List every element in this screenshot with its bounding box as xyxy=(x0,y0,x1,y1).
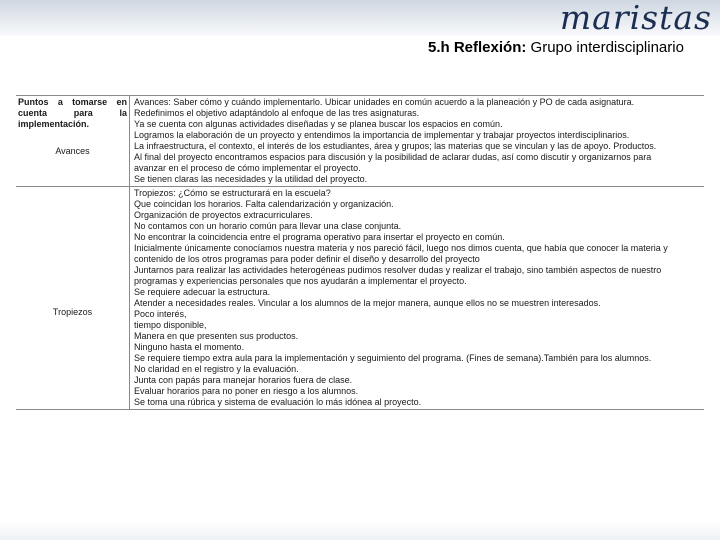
reflection-table xyxy=(16,95,704,410)
text-line: Ya se cuenta con algunas actividades diseñadas y se planea buscar los espacios en común. xyxy=(134,119,503,129)
maristas-logo: maristas xyxy=(559,0,712,37)
text-line: tiempo disponible, xyxy=(134,320,207,330)
slide-title-bold: 5.h Reflexión: xyxy=(428,39,527,56)
row-label-cell xyxy=(16,96,130,186)
text-line: Se tienen claras las necesidades y la utilidad del proyecto. xyxy=(134,174,368,184)
text-line: Logramos la elaboración de un proyecto y entendimos la importancia de implementar y trabajar proyectos interdisciplinarios. xyxy=(134,130,630,140)
text-line: Que coincidan los horarios. Falta calendarización y organización. xyxy=(134,199,394,209)
text-line: programas y experiencias personales que nos ayudarán a implementar el proyecto. xyxy=(134,276,467,286)
text-line: Avances: Saber cómo y cuándo implementarlo. Ubicar unidades en común acuerdo a la planeación y PO de cada asignatura. xyxy=(134,97,635,107)
text-line: avanzar en el proceso de cómo implementar el proyecto. xyxy=(134,163,361,173)
text-line: contenido de los otros programas para poder definir el diseño y desarrollo del proyecto xyxy=(134,254,480,264)
text-line: Organización de proyectos extracurriculares. xyxy=(134,210,313,220)
text-line: Se toma una rúbrica y sistema de evaluación lo más idónea al proyecto. xyxy=(134,397,422,407)
footer-strip xyxy=(0,522,720,540)
row-label-cell xyxy=(16,187,130,409)
text-line: Al final del proyecto encontramos espacios para discusión y la posibilidad de aclarar dudas, así como discutir y organizarnos para xyxy=(134,152,652,162)
row-content-tropiezos xyxy=(130,187,704,409)
row-label-avances: Avances xyxy=(55,146,90,156)
text-line: Manera en que presenten sus productos. xyxy=(134,331,299,341)
text-line: No encontrar la coincidencia entre el programa operativo para insertar el proyecto en común. xyxy=(134,232,505,242)
text-line: Redefinimos el objetivo adaptándolo al enfoque de las tres asignaturas. xyxy=(134,108,420,118)
slide-title-rest: Grupo interdisciplinario xyxy=(530,39,684,56)
text-line: La infraestructura, el contexto, el interés de los estudiantes, área y grupos; las materias que se vinculan y las de apoyo. Productos. xyxy=(134,141,657,151)
text-line: No contamos con un horario común para llevar una clase conjunta. xyxy=(134,221,402,231)
row-label-tropiezos: Tropiezos xyxy=(52,307,93,317)
text-line: Poco interés, xyxy=(134,309,187,319)
slide-title xyxy=(428,39,714,56)
text-line: No claridad en el registro y la evaluación. xyxy=(134,364,299,374)
text-line: Atender a necesidades reales. Vincular a los alumnos de la mejor manera, aunque ellos no se muestren interesados. xyxy=(134,298,601,308)
text-line: Tropiezos: ¿Cómo se estructurará en la escuela? xyxy=(134,188,331,198)
text-line: Se requiere adecuar la estructura. xyxy=(134,287,271,297)
text-line: Se requiere tiempo extra aula para la implementación y seguimiento del programa. (Fines de semana).También para los alumnos. xyxy=(134,353,652,363)
text-line: Evaluar horarios para no poner en riesgo a los alumnos. xyxy=(134,386,359,396)
text-line: Ninguno hasta el momento. xyxy=(134,342,245,352)
header-band xyxy=(0,0,720,36)
header-label: Puntos a tomarse en cuenta para la implementación. xyxy=(18,97,127,129)
row-content-avances xyxy=(130,96,704,186)
table-row-avances xyxy=(16,96,704,186)
text-line: Inicialmente únicamente conocíamos nuestra materia y nos pareció fácil, luego nos dimos cuenta, que había que conocer la materia y xyxy=(134,243,668,253)
text-line: Juntarnos para realizar las actividades heterogéneas pudimos resolver dudas y realizar el trabajo, sino también aspectos de nuestro xyxy=(134,265,662,275)
table-row-tropiezos xyxy=(16,186,704,409)
text-line: Junta con papás para manejar horarios fuera de clase. xyxy=(134,375,353,385)
